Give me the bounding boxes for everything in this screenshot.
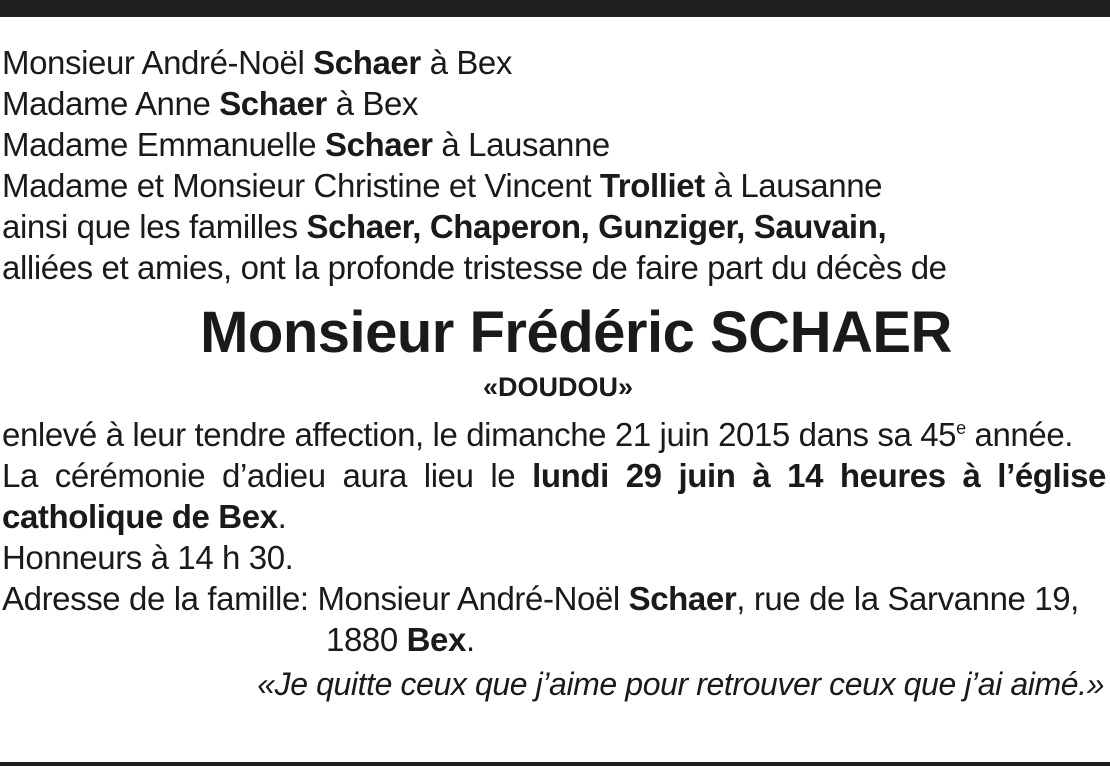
family-surnames: Schaer, Chaperon, Gunziger, Sauvain, — [306, 208, 887, 245]
family-text: Madame et Monsieur Christine et Vincent — [2, 167, 600, 204]
details — [2, 414, 1106, 660]
death-text: enlevé à leur tendre affection, le dimanche 21 juin 2015 dans sa 45 — [2, 416, 957, 453]
ceremony-location: catholique de Bex — [2, 498, 278, 535]
family-surname: Trolliet — [599, 167, 705, 204]
announcement-line: alliées et amies, ont la profonde tristesse de faire part du décès de — [2, 249, 947, 286]
family-text: Madame Anne — [2, 85, 220, 122]
honneurs-line: Honneurs à 14 h 30. — [2, 539, 294, 576]
deceased-name: Monsieur Frédéric SCHAER — [200, 300, 952, 365]
family-text: ainsi que les familles — [2, 208, 307, 245]
family-surname: Schaer — [313, 44, 421, 81]
death-text-end: année. — [965, 416, 1074, 453]
bottom-rule — [0, 762, 1110, 766]
address-city: Bex — [406, 621, 466, 658]
family-list — [2, 42, 1106, 288]
closing-quote: «Je quitte ceux que j’aime pour retrouver ceux que j’ai aimé.» — [257, 666, 1104, 702]
family-place: à Bex — [326, 85, 419, 122]
address-surname: Schaer — [628, 580, 737, 617]
family-line — [2, 206, 1106, 247]
family-surname: Schaer — [219, 85, 327, 122]
address-postcode: 1880 — [326, 621, 407, 658]
ceremony-line — [2, 455, 1106, 496]
family-line — [2, 83, 1106, 124]
address-line-2 — [2, 619, 1106, 660]
death-line — [2, 414, 1106, 455]
address-text: Adresse de la famille: Monsieur André-Noël — [2, 580, 629, 617]
ceremony-text: La cérémonie d’adieu aura lieu le — [2, 457, 533, 494]
address-period: . — [465, 621, 475, 658]
family-line — [2, 124, 1106, 165]
deceased-nickname: «DOUDOU» — [482, 372, 634, 402]
top-rule — [0, 0, 1110, 17]
family-place: à Lausanne — [704, 167, 883, 204]
ceremony-line-2 — [2, 496, 1106, 537]
address-street: , rue de la Sarvanne 19, — [736, 580, 1079, 617]
obituary-notice — [2, 42, 1106, 705]
family-text: Monsieur André-Noël — [2, 44, 314, 81]
family-place: à Lausanne — [432, 126, 610, 163]
family-line — [2, 165, 1106, 206]
family-line — [2, 42, 1106, 83]
ceremony-datetime: lundi 29 juin à 14 heures à l’église — [532, 457, 1106, 494]
family-surname: Schaer — [324, 126, 433, 163]
family-place: à Bex — [420, 44, 512, 81]
ordinal-suffix: e — [956, 418, 966, 438]
ceremony-period: . — [277, 498, 287, 535]
address-line — [2, 578, 1106, 619]
family-text: Madame Emmanuelle — [2, 126, 325, 163]
